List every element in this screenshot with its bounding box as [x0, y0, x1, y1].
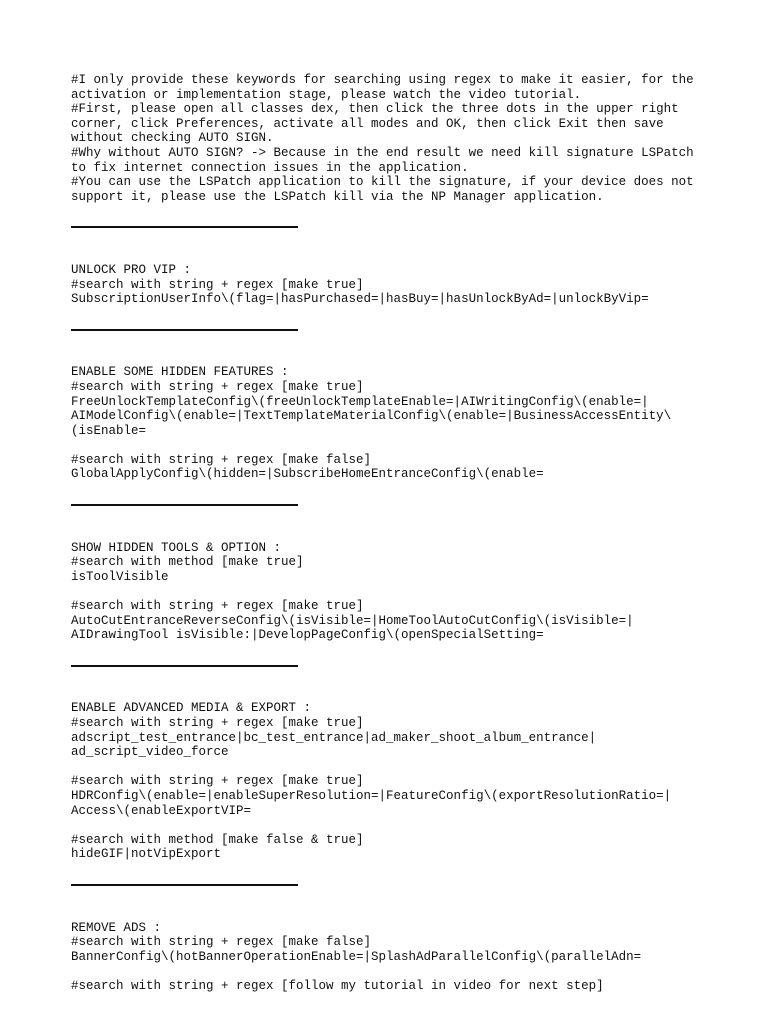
regex-keywords: AutoCutEntranceReverseConfig\(isVisible=|HomeToolAutoCutConfig\(isVisible=| — [71, 613, 634, 628]
intro-line: support it, please use the LSPatch kill via the NP Manager application. — [71, 189, 604, 204]
regex-keywords: Access\(enableExportVIP= — [71, 803, 252, 818]
intro-line: activation or implementation stage, please watch the video tutorial. — [71, 87, 582, 102]
section-divider — [71, 862, 711, 906]
section-divider — [71, 482, 711, 526]
regex-keywords: AIDrawingTool isVisible:|DevelopPageConfig\(openSpecialSetting= — [71, 628, 544, 643]
search-instruction: #search with string + regex [follow my tutorial in video for next step] — [71, 978, 604, 993]
regex-keywords: BannerConfig\(hotBannerOperationEnable=|SplashAdParallelConfig\(parallelAdn= — [71, 949, 642, 964]
intro-line: to fix internet connection issues in the application. — [71, 160, 469, 175]
intro-line: #I only provide these keywords for searching using regex to make it easier, for the — [71, 73, 694, 87]
section-title: UNLOCK PRO VIP : — [71, 262, 192, 277]
section-title: ENABLE SOME HIDDEN FEATURES : — [71, 365, 289, 380]
regex-keywords: GlobalApplyConfig\(hidden=|SubscribeHomeEntranceConfig\(enable= — [71, 467, 544, 482]
regex-keywords: (isEnable= — [71, 423, 147, 438]
intro-line: corner, click Preferences, activate all modes and OK, then click Exit then save — [71, 116, 664, 131]
intro-line: #First, please open all classes dex, then click the three dots in the upper right — [71, 102, 679, 117]
section-title: SHOW HIDDEN TOOLS & OPTION : — [71, 540, 282, 555]
search-instruction: #search with string + regex [make true] — [71, 716, 364, 730]
method-keyword: isToolVisible — [71, 569, 169, 584]
section-show-hidden-tools — [71, 541, 711, 643]
section-divider — [71, 204, 711, 248]
search-instruction: #search with string + regex [make true] — [71, 379, 364, 394]
intro-line: without checking AUTO SIGN. — [71, 131, 274, 146]
search-instruction: #search with string + regex [make true] — [71, 277, 364, 292]
regex-keywords: AIModelConfig\(enable=|TextTemplateMaterialConfig\(enable=|BusinessAccessEntity\ — [71, 409, 672, 424]
divider-line — [71, 665, 298, 667]
regex-keywords: HDRConfig\(enable=|enableSuperResolution=|FeatureConfig\(exportResolutionRatio=| — [71, 788, 672, 803]
intro-line: #Why without AUTO SIGN? -> Because in the end result we need kill signature LSPatch — [71, 145, 694, 160]
divider-line — [71, 504, 298, 506]
document-page — [71, 73, 711, 994]
search-instruction: #search with string + regex [make false] — [71, 935, 372, 950]
section-unlock-pro-vip — [71, 263, 711, 307]
section-title: ENABLE ADVANCED MEDIA & EXPORT : — [71, 701, 312, 716]
divider-line — [71, 226, 298, 228]
intro-paragraph — [71, 73, 711, 204]
section-remove-ads — [71, 921, 711, 994]
section-divider — [71, 643, 711, 687]
regex-keywords: ad_script_video_force — [71, 745, 229, 760]
regex-keywords: SubscriptionUserInfo\(flag=|hasPurchased=|hasBuy=|hasUnlockByAd=|unlockByVip= — [71, 292, 649, 307]
divider-line — [71, 329, 298, 331]
search-instruction: #search with method [make true] — [71, 555, 304, 570]
search-instruction: #search with string + regex [make true] — [71, 599, 364, 614]
section-enable-hidden-features — [71, 365, 711, 482]
intro-line: #You can use the LSPatch application to kill the signature, if your device does not — [71, 175, 694, 190]
search-instruction: #search with method [make false & true] — [71, 832, 364, 847]
search-instruction: #search with string + regex [make false] — [71, 452, 372, 467]
section-title: REMOVE ADS : — [71, 920, 162, 935]
method-keyword: hideGIF|notVipExport — [71, 847, 222, 862]
search-instruction: #search with string + regex [make true] — [71, 774, 364, 789]
regex-keywords: adscript_test_entrance|bc_test_entrance|ad_maker_shoot_album_entrance| — [71, 730, 597, 745]
regex-keywords: FreeUnlockTemplateConfig\(freeUnlockTemplateEnable=|AIWritingConfig\(enable=| — [71, 394, 649, 409]
section-advanced-media-export — [71, 701, 711, 862]
divider-line — [71, 884, 298, 886]
section-divider — [71, 307, 711, 351]
